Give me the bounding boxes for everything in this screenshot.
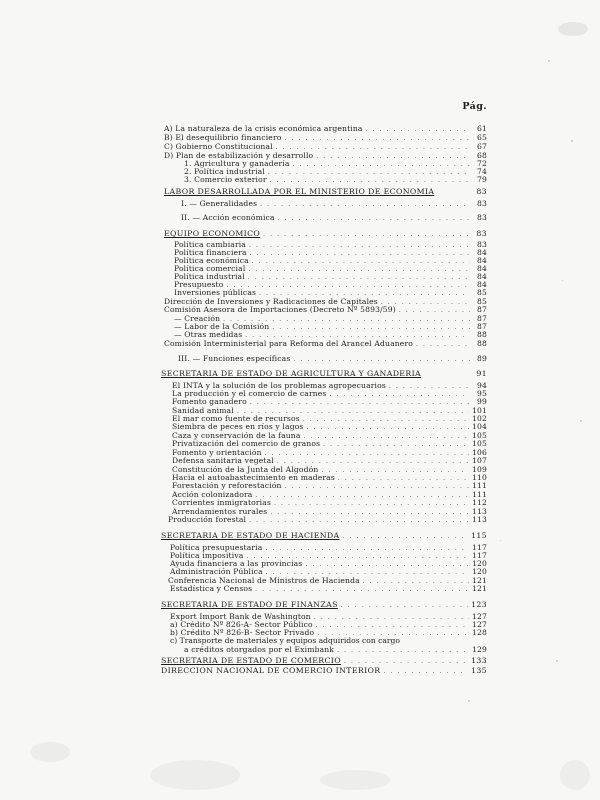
toc-entry: Política presupuestaria . . . 117 [170,543,487,553]
toc-entry: Política impositiva . . . 117 [170,551,487,561]
toc-entry: I. — Generalidades . . . 83 [181,199,487,209]
toc-entry: Export Import Bank de Washington . . . 127 [170,612,487,622]
toc-entry: El INTA y la solución de los problemas agropecuarios . . . 94 [172,381,487,391]
toc-entry: Presupuesto . . . 84 [174,280,487,290]
toc-entry: C) Gobierno Constitucional . . . 67 [164,142,487,152]
toc-entry: Política cambiaria . . . 83 [174,240,487,250]
toc-entry: La producción y el comercio de carnes . . . 95 [172,389,487,399]
toc-entry: A) La naturaleza de la crisis económica argentina . . . 61 [164,124,487,134]
toc-entry: El mar como fuente de recursos . . . 102 [172,414,487,424]
toc-entry: Fomento ganadero . . . 99 [172,397,487,407]
toc-entry: Producción forestal . . . 113 [168,515,487,525]
toc-section-heading: SECRETARIA DE ESTADO DE FINANZAS . . . 123 [161,600,487,610]
toc-entry: Corrientes inmigratorias . . . 112 [172,498,487,508]
toc-entry: Caza y conservación de la fauna . . . 105 [172,431,487,441]
toc-entry: Inversiones públicas . . . 85 [174,288,487,298]
toc-entry: Ayuda financiera a las provincias . . . 120 [170,559,487,569]
toc-entry: Política industrial . . . 84 [174,272,487,282]
toc-entry: Política comercial . . . 84 [174,264,487,274]
toc-entry: B) El desequilibrio financiero . . . 65 [164,133,487,143]
toc-entry: 3. Comercio exterior . . . 79 [184,175,487,185]
toc-entry: Acción colonizadora . . . 111 [172,490,487,500]
toc-entry: Forestación y reforestación . . . 111 [172,481,487,491]
toc-entry: 2. Política industrial . . . 74 [184,167,487,177]
toc-entry: Hacia el autoabastecimiento en maderas . . . 110 [172,473,487,483]
toc-entry: a créditos otorgados por el Eximbank . . . 129 [184,645,487,655]
toc-entry: Defensa sanitaria vegetal . . . 107 [172,456,487,466]
toc-entry: a) Crédito Nº 826-A- Sector Público . . . 127 [170,620,487,630]
toc-section-heading: SECRETARIA DE ESTADO DE AGRICULTURA Y GANADERIA 91 [161,369,487,378]
toc-entry: Comisión Interministerial para Reforma del Arancel Aduanero . . . 88 [164,339,487,349]
toc-entry: Comisión Asesora de Importaciones (Decreto Nº 5893/59) . . . 87 [164,305,487,315]
toc-entry: Dirección de Inversiones y Radicaciones de Capitales . . . 85 [164,297,487,307]
toc-entry: Siembra de peces en ríos y lagos . . . 104 [172,422,487,432]
toc-section-heading: LABOR DESARROLLADA POR EL MINISTERIO DE ECONOMIA 83 [164,187,487,196]
page-column-label: Pág. [462,101,487,112]
toc-entry: 1. Agricultura y ganadería . . . 72 [184,159,487,169]
toc-entry: Fomento y orientación . . . 106 [172,448,487,458]
toc-section-heading: EQUIPO ECONOMICO . . . 83 [164,229,487,239]
toc-entry: Privatización del comercio de granos . . . 105 [172,439,487,449]
toc-entry: Constitución de la Junta del Algodón . . . 109 [172,465,487,475]
toc-entry: Arrendamientos rurales . . . 113 [172,507,487,517]
toc-entry: D) Plan de estabilización y desarrollo . . . 68 [164,151,487,161]
toc-section-heading: DIRECCION NACIONAL DE COMERCIO INTERIOR . . . 135 [161,666,487,676]
toc-entry: Conferencia Nacional de Ministros de Hacienda . . . 121 [168,576,487,586]
toc-entry: Política financiera . . . 84 [174,248,487,258]
toc-entry: Sanidad animal . . . 101 [172,406,487,416]
toc-entry: III. — Funciones específicas . . . 89 [178,354,487,364]
toc-entry: — Labor de la Comisión . . . 87 [174,322,487,332]
toc-entry: Administración Pública . . . 120 [170,567,487,577]
toc-entry: — Otras medidas . . . 88 [174,330,487,340]
toc-entry: Estadística y Censos . . . 121 [170,584,487,594]
toc-entry: II. — Acción económica . . . 83 [181,213,487,223]
toc-entry: Política económica . . . 84 [174,256,487,266]
toc-section-heading: SECRETARIA DE ESTADO DE HACIENDA . . . 115 [161,531,487,541]
toc-section-heading: SECRETARIA DE ESTADO DE COMERCIO . . . 133 [161,656,487,666]
toc-entry: b) Crédito Nº 826-B- Sector Privado . . . 128 [170,628,487,638]
toc-entry-continued: c) Transporte de materiales y equipos adquiridos con cargo [170,636,400,645]
toc-entry: — Creación . . . 87 [174,314,487,324]
